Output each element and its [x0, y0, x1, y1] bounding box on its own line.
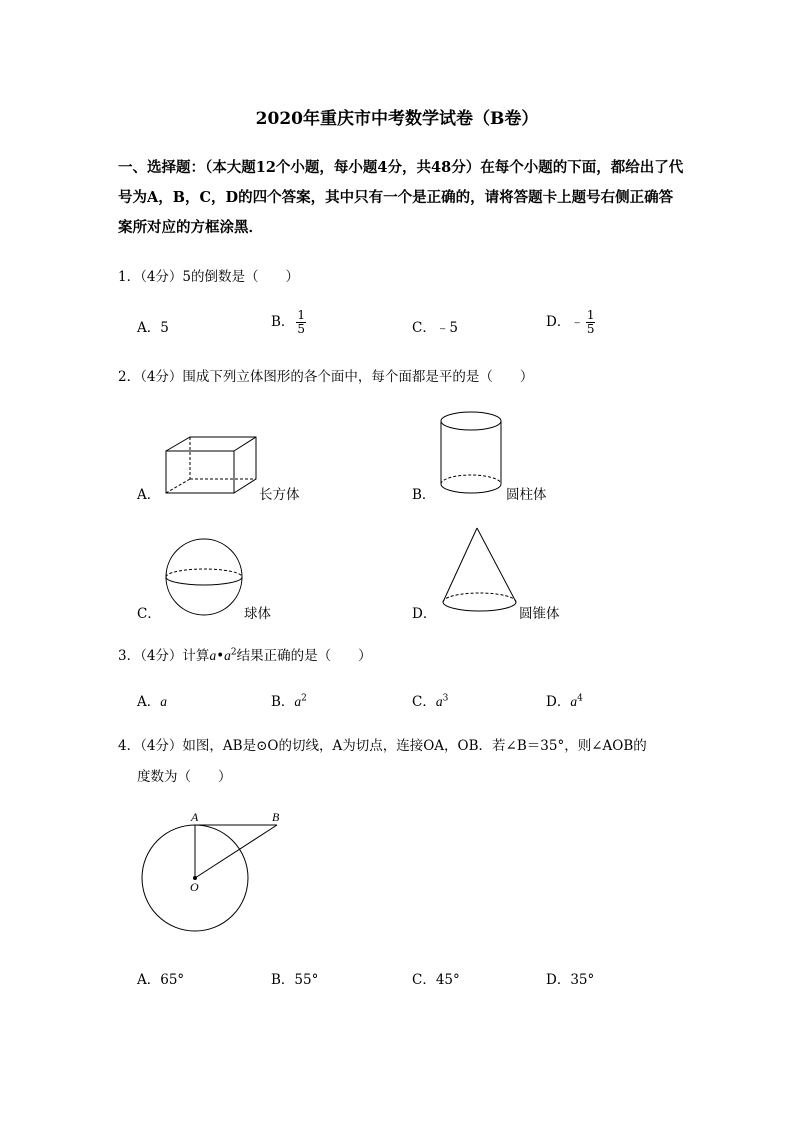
question-4-option-d: D．35°: [546, 972, 595, 988]
sphere-figure: [164, 537, 244, 617]
question-1-option-b-fraction: [296, 309, 306, 336]
question-1-option-d-prefix: D．﹣: [546, 314, 584, 330]
fraction-numerator: 1: [297, 308, 306, 322]
question-4-stem-line-2: 度数为（ ）: [137, 769, 232, 785]
point-a-label: A: [191, 810, 199, 824]
question-3-variable: a: [209, 648, 217, 663]
question-4-stem-line-1: 4．（4分）如图，AB是⊙O的切线，A为切点，连接OA，OB．若∠B＝35°，则∠AOB的: [118, 738, 647, 754]
question-2-option-c-name: 球体: [244, 606, 271, 622]
option-prefix: A．: [137, 694, 161, 710]
question-1-option-b-prefix: B．: [271, 314, 295, 330]
question-1-option-b: [271, 309, 306, 336]
question-2-option-b: B．: [412, 487, 436, 503]
point-b-label: B: [272, 810, 280, 824]
question-1-option-a: A．5: [137, 320, 169, 336]
option-variable: a: [570, 694, 578, 709]
question-2-option-a: A．: [137, 487, 161, 503]
question-2-option-d: D．: [412, 606, 437, 622]
question-3-exponent: 2: [230, 647, 237, 658]
cone-figure: [440, 526, 520, 616]
question-2-option-c: C．: [137, 606, 161, 622]
fraction-denominator: 5: [297, 322, 306, 336]
tangent-circle-figure: [140, 808, 290, 934]
option-exponent: 2: [301, 693, 307, 704]
question-3-multiply-dot: •: [216, 648, 225, 664]
question-4-option-b: B．55°: [271, 972, 319, 988]
section-instructions: 一、选择题：（本大题12个小题，每小题4分，共48分）在每个小题的下面，都给出了代号为A，B，C，D的四个答案，其中只有一个是正确的，请将答题卡上题号右侧正确答案所对应的方框涂黑．: [118, 159, 684, 236]
question-1-stem: 1．（4分）5的倒数是（ ）: [118, 269, 300, 285]
question-4-option-c: C．45°: [412, 972, 460, 988]
option-prefix: D．: [546, 694, 571, 710]
option-variable: a: [294, 694, 302, 709]
cuboid-figure: [160, 433, 260, 497]
option-variable: a: [160, 694, 167, 709]
cylinder-figure: [438, 410, 508, 500]
question-3-option-a: [137, 690, 167, 710]
option-exponent: 4: [577, 693, 583, 704]
point-o-label: O: [190, 880, 199, 894]
question-3-stem: [118, 644, 372, 664]
page-title: 2020年重庆市中考数学试卷（B卷）: [255, 109, 539, 129]
question-4-option-a: A．65°: [137, 972, 185, 988]
option-prefix: B．: [271, 694, 295, 710]
question-1-option-d: [546, 309, 595, 336]
question-3-option-c: [412, 690, 448, 710]
question-2-option-a-name: 长方体: [259, 487, 300, 503]
option-variable: a: [435, 694, 443, 709]
fraction-denominator: 5: [586, 322, 595, 336]
question-1-option-d-fraction: [586, 309, 596, 336]
fraction-numerator: 1: [586, 308, 595, 322]
question-3-variable: a: [224, 648, 231, 663]
question-2-option-d-name: 圆锥体: [519, 606, 560, 622]
question-1-option-c: C．﹣5: [412, 320, 458, 336]
question-3-option-b: [271, 690, 307, 710]
question-2-option-b-name: 圆柱体: [506, 487, 547, 503]
question-3-stem-suffix: 结果正确的是（ ）: [236, 648, 372, 664]
option-prefix: C．: [412, 694, 436, 710]
question-3-stem-prefix: 3．（4分）计算: [118, 648, 210, 664]
option-exponent: 3: [442, 693, 449, 704]
question-2-stem: 2．（4分）围成下列立体图形的各个面中，每个面都是平的是（ ）: [118, 369, 534, 385]
question-3-option-d: [546, 690, 583, 710]
